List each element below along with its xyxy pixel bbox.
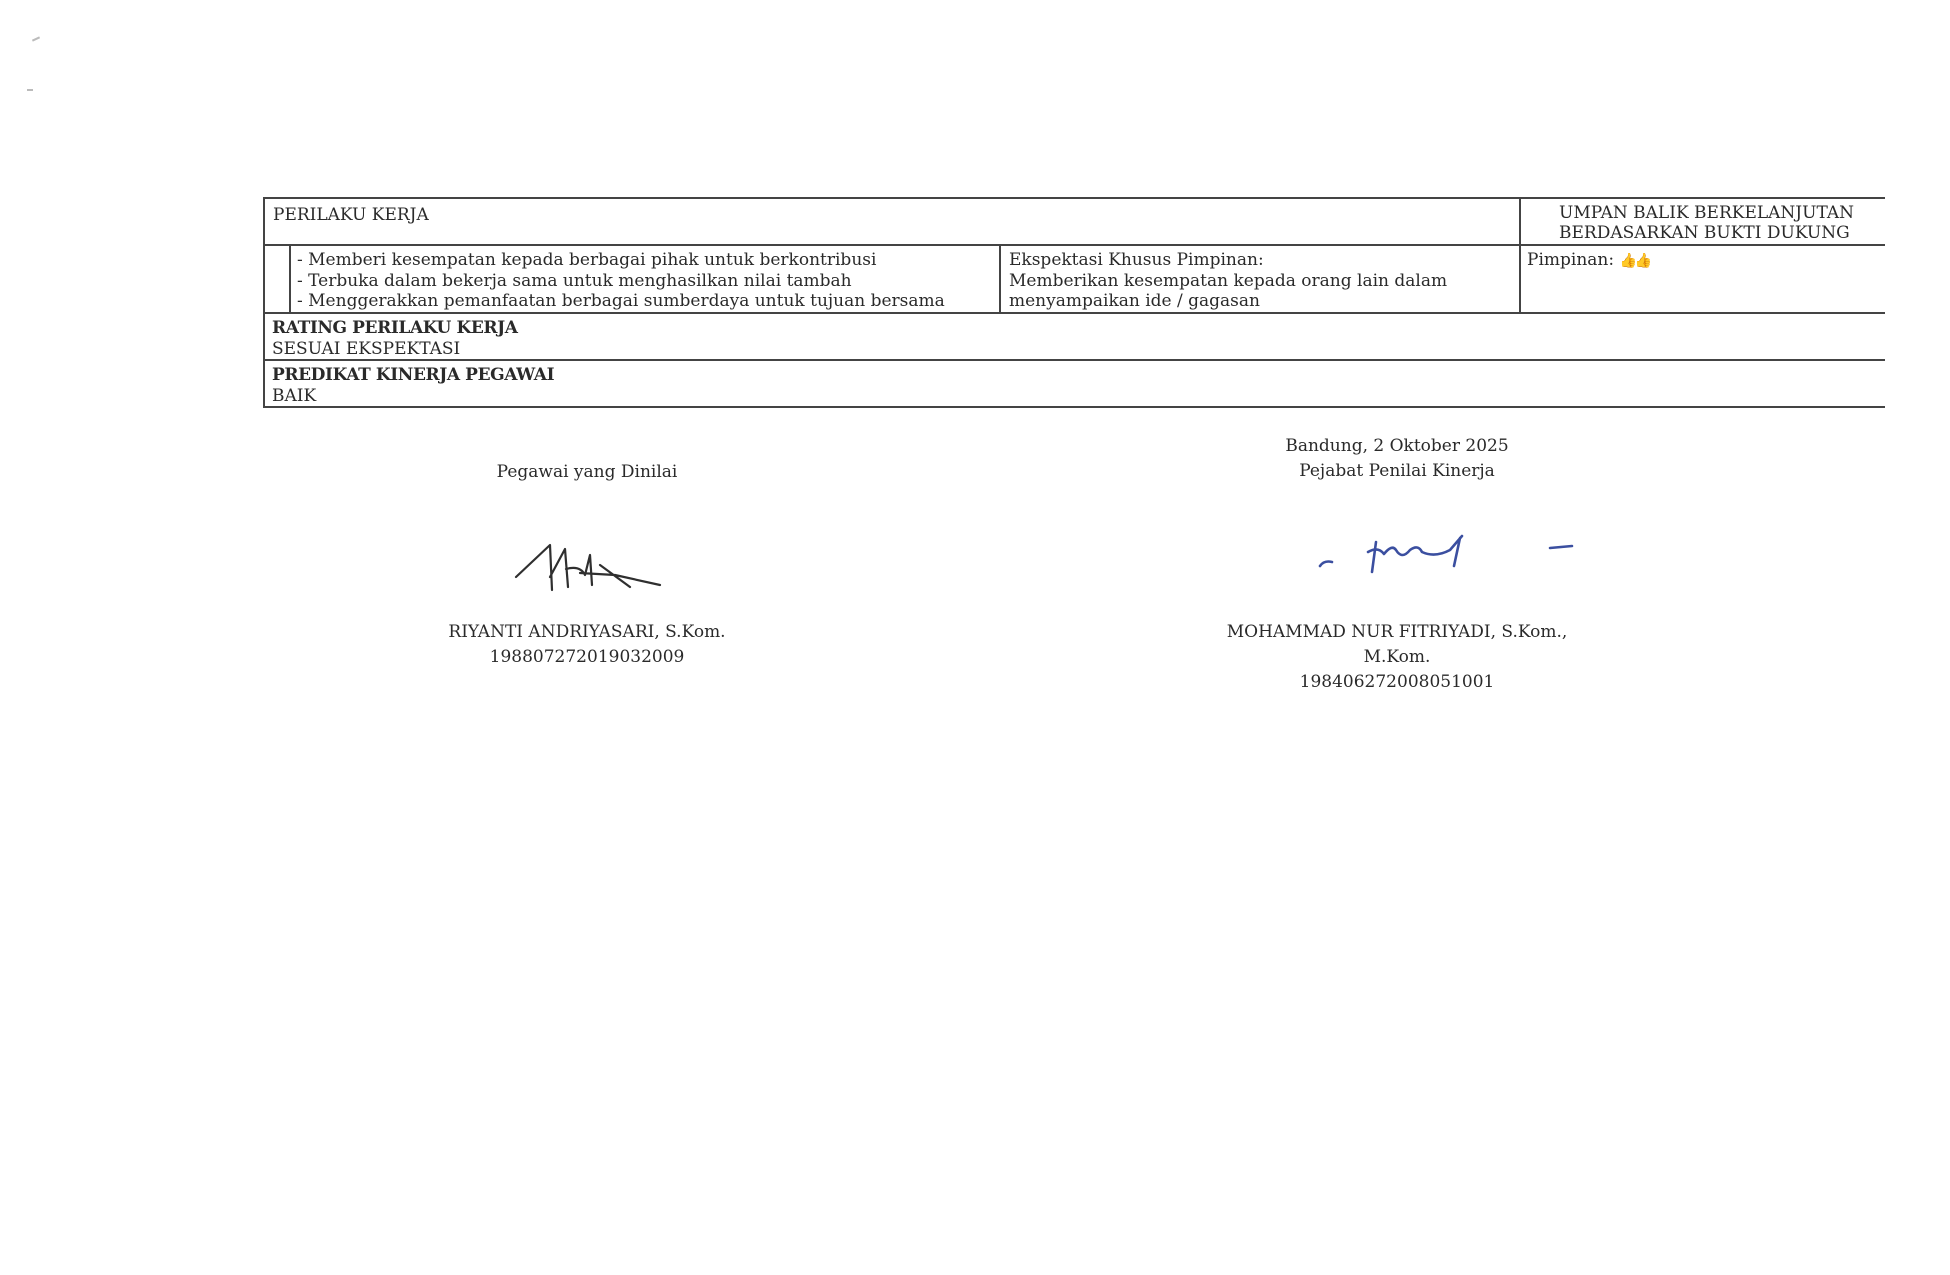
feedback-header-line2: BERDASARKAN BUKTI DUKUNG [1559,223,1850,243]
performance-table [263,197,1885,408]
predikat-row [265,361,1885,408]
table-header-row [265,199,1885,246]
list-item: - Menggerakkan pemanfaatan berbagai sumberdaya untuk tujuan bersama [297,291,945,311]
feedback-cell [1521,246,1885,312]
expectation-text-1: Memberikan kesempatan kepada orang lain dalam [1009,270,1448,291]
employee-name: RIYANTI ANDRIYASARI, S.Kom. [448,622,726,642]
indent-cell [265,246,291,312]
employee-nip: 198807272019032009 [489,647,685,667]
predikat-value: BAIK [272,386,317,406]
feedback-label: Pimpinan: [1527,250,1615,270]
assessor-role: Pejabat Penilai Kinerja [1299,461,1495,481]
rating-row [265,314,1885,361]
scan-speck [32,36,40,41]
assessor-nip: 198406272008051001 [1299,672,1495,692]
expectation-cell [1001,246,1521,312]
assessor-signature-icon [1310,520,1590,580]
perilaku-kerja-header: PERILAKU KERJA [265,199,1521,244]
thumbs-up-icon: 👍👍 [1619,253,1651,269]
rating-label: RATING PERILAKU KERJA [272,318,518,338]
expectation-label: Ekspektasi Khusus Pimpinan: [1009,250,1264,270]
scan-speck [27,89,33,91]
employee-signature-icon [510,535,670,595]
list-item: - Terbuka dalam bekerja sama untuk menghasilkan nilai tambah [297,270,852,291]
rating-value: SESUAI EKSPEKTASI [272,339,461,359]
behavior-items [291,246,1001,312]
feedback-header [1521,199,1885,244]
feedback-header-line1: UMPAN BALIK BERKELANJUTAN [1559,203,1855,223]
list-item: - Memberi kesempatan kepada berbagai pihak untuk berkontribusi [297,250,877,270]
assessor-name: MOHAMMAD NUR FITRIYADI, S.Kom., M.Kom. [1226,622,1568,667]
employee-role: Pegawai yang Dinilai [496,462,678,482]
behavior-row [265,246,1885,314]
place-date: Bandung, 2 Oktober 2025 [1285,436,1509,456]
predikat-label: PREDIKAT KINERJA PEGAWAI [272,365,555,385]
expectation-text-2: menyampaikan ide / gagasan [1009,291,1260,311]
